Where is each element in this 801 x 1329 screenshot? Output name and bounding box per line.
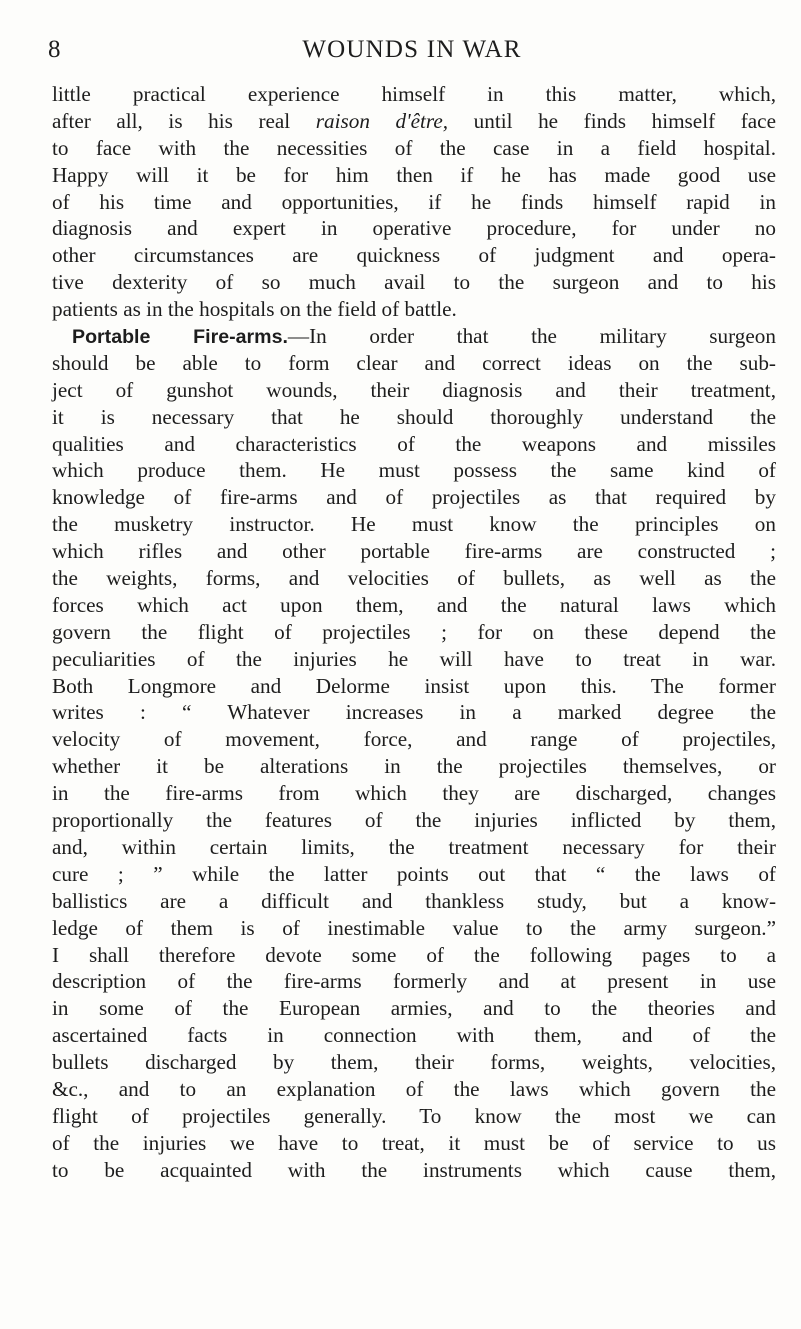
text-run: —In order that the military surgeon [287,324,776,349]
page-header [48,30,776,70]
text-line: other circumstances are quickness of judgment and opera- [52,243,776,268]
text-line: to be acquainted with the instruments which cause them, [52,1157,776,1182]
text-line: should be able to form clear and correct ideas on the sub- [52,350,776,375]
text-line: knowledge of fire-arms and of projectiles as that required by [52,485,776,510]
text-line: of the injuries we have to treat, it must be of service to us [52,1130,776,1155]
text-line: tive dexterity of so much avail to the surgeon and to his [52,270,776,295]
text-line: it is necessary that he should thoroughly understand the [52,404,776,429]
running-title: WOUNDS IN WAR [302,36,522,63]
text-line: bullets discharged by them, their forms, weights, velocities, [52,1050,776,1075]
text-line: patients as in the hospitals on the field of battle. [52,297,457,322]
text-line: govern the flight of projectiles ; for on these depend the [52,619,776,644]
text-run: until he finds himself face [448,108,776,133]
text-line: to face with the necessities of the case in a field hospital. [52,135,776,160]
text-line: ledge of them is of inestimable value to the army surgeon.” [52,915,776,940]
text-line: the weights, forms, and velocities of bullets, as well as the [52,566,776,591]
text-line: qualities and characteristics of the weapons and missiles [52,431,776,456]
text-line: diagnosis and expert in operative procedure, for under no [52,216,776,241]
text-line: description of the fire-arms formerly and at present in use [52,969,776,994]
text-line: the musketry instructor. He must know the principles on [52,512,776,537]
text-line: which rifles and other portable fire-arms are constructed ; [52,539,776,564]
italic-phrase: raison d'être, [315,108,449,133]
text-line: and, within certain limits, the treatment necessary for their [52,834,776,859]
text-line: cure ; ” while the latter points out that “ the laws of [52,861,776,886]
text-line: Both Longmore and Delorme insist upon this. The former [52,673,776,698]
text-line: &c., and to an explanation of the laws which govern the [52,1076,776,1101]
text-line: peculiarities of the injuries he will have to treat in war. [52,646,776,671]
text-line: which produce them. He must possess the same kind of [52,458,776,483]
text-line: forces which act upon them, and the natural laws which [52,592,776,617]
section-heading-line [52,323,776,350]
text-line: of his time and opportunities, if he finds himself rapid in [52,189,776,214]
body-text [52,81,776,1184]
text-line: proportionally the features of the injuries inflicted by them, [52,808,776,833]
text-line: in the fire-arms from which they are discharged, changes [52,781,776,806]
text-line: in some of the European armies, and to the theories and [52,996,776,1021]
text-line: ballistics are a difficult and thankless study, but a know- [52,888,776,913]
text-line: writes : “ Whatever increases in a marked degree the [52,700,776,725]
text-line: little practical experience himself in this matter, which, [52,82,776,106]
page-number: 8 [48,36,61,63]
text-line: ascertained facts in connection with them, and of the [52,1023,776,1048]
text-line: whether it be alterations in the projectiles themselves, or [52,754,776,779]
text-line: ject of gunshot wounds, their diagnosis and their treatment, [52,377,776,402]
text-line: velocity of movement, force, and range of projectiles, [52,727,776,752]
text-line: Happy will it be for him then if he has made good use [52,162,776,187]
text-line [52,108,776,135]
text-line: flight of projectiles generally. To know the most we can [52,1103,776,1128]
text-run: after all, is his real [52,108,316,133]
section-heading: Portable Fire-arms. [72,326,288,349]
text-line: I shall therefore devote some of the following pages to a [52,942,776,967]
